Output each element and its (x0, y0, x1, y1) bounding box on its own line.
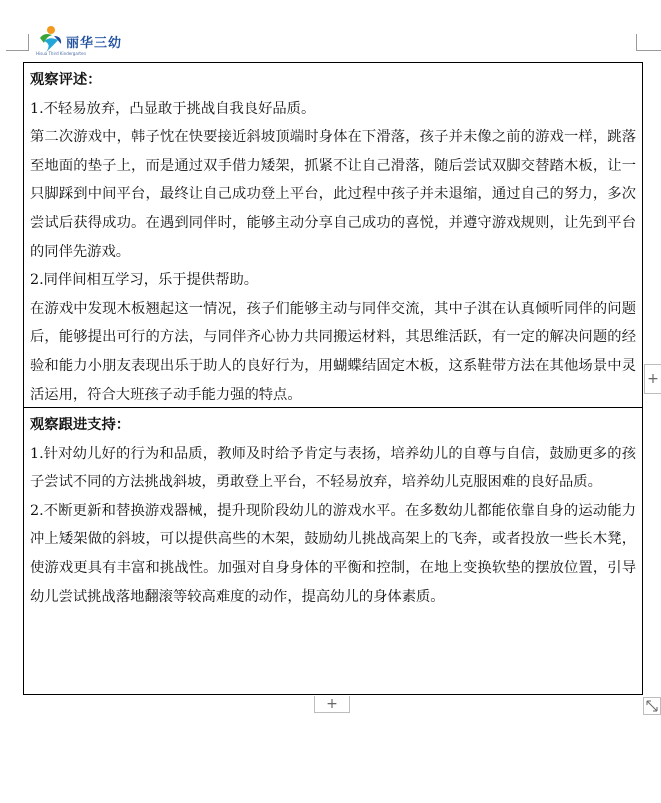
support-point-2: 2.不断更新和替换游戏器械，提升现阶段幼儿的游戏水平。在多数幼儿都能依靠自身的运动能力冲上矮架做的斜坡，可以提供高些的木架，鼓励幼儿挑战高架上的飞奔，或者投放一些长木凳，使游戏更具有丰富和挑战性。加强对自身身体的平衡和控制，在地上变换软垫的摆放位置，引导幼儿尝试挑战落地翻滚等较高难度的动作，提高幼儿的身体素质。 (30, 502, 636, 605)
support-point-1: 1.针对幼儿好的行为和品质，教师及时给予肯定与表扬，培养幼儿的自尊与自信，鼓励更多的孩子尝试不同的方法挑战斜坡，勇敢登上平台，不轻易放弃，培养幼儿克服困难的良好品质。 (30, 445, 636, 491)
table-resize-handle[interactable] (643, 697, 661, 715)
plus-icon: + (326, 696, 338, 712)
logo-subtext: Hisua Third Kindergarten (36, 51, 86, 56)
kindergarten-logo (36, 22, 146, 60)
header-margin-mark-left (6, 50, 28, 51)
observation-point-2: 2.同伴间相互学习，乐于提供帮助。 (30, 272, 259, 289)
add-column-button[interactable] (644, 364, 661, 394)
observation-cell[interactable] (24, 63, 642, 408)
support-cell[interactable] (24, 408, 642, 694)
observation-point-1-detail: 第二次游戏中，韩子忱在快要接近斜坡顶端时身体在下滑落，孩子并未像之前的游戏一样，跳落至地面的垫子上，而是通过双手借力矮架，抓紧不让自己滑落，随后尝试双脚交替踏木板，让一只脚踩到中间平台，最终让自己成功登上平台，此过程中孩子并未退缩，通过自己的努力，多次尝试后获得成功。在遇到同伴时，能够主动分享自己成功的喜悦，并遵守游戏规则，让先到平台的同伴先游戏。 (30, 129, 636, 260)
logo-mark-icon (36, 24, 66, 54)
header-margin-tick-right (636, 34, 637, 51)
plus-icon: + (647, 371, 659, 387)
observation-point-1: 1.不轻易放弃，凸显敢于挑战自我良好品质。 (30, 100, 316, 117)
observation-point-2-detail: 在游戏中发现木板翘起这一情况，孩子们能够主动与同伴交流，其中子淇在认真倾听同伴的问题后，能够提出可行的方法，与同伴齐心协力共同搬运材料，其思维活跃，有一定的解决问题的经验和能力小朋友表现出乐于助人的良好行为，用蝴蝶结固定木板，这系鞋带方法在其他场景中灵活运用，符合大班孩子动手能力强的特点。 (30, 300, 636, 403)
observation-table (23, 62, 643, 695)
support-heading: 观察跟进支持： (30, 417, 131, 433)
logo-text: 丽华三幼 (66, 36, 123, 51)
header-margin-tick-left (28, 34, 29, 51)
resize-arrows-icon (644, 698, 660, 714)
add-row-button[interactable] (314, 696, 350, 713)
observation-heading: 观察评述： (30, 72, 102, 88)
header-margin-mark-right (636, 50, 661, 51)
